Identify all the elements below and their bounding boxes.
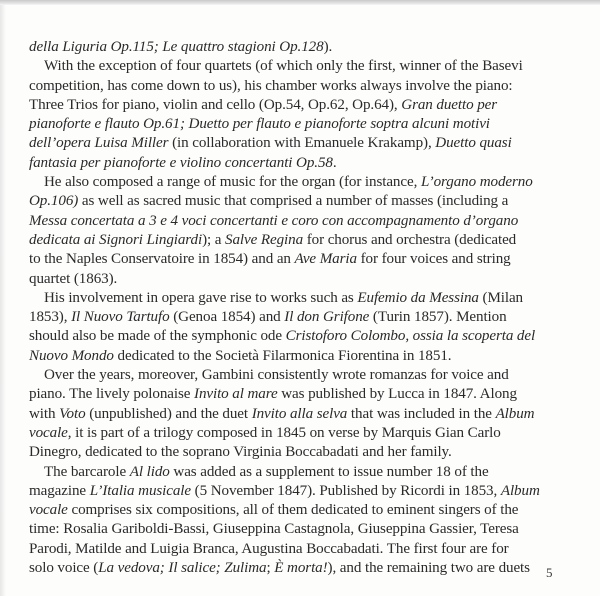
paragraph-romanzas <box>29 366 561 462</box>
text-run: comprises six compositions, all of them dedicated to eminent singers of the <box>67 502 519 519</box>
italic-title: Invito al mare <box>194 386 278 403</box>
text-line <box>29 405 561 424</box>
text-run: time: Rosalia Gariboldi-Bassi, Giuseppina Castagnola, Giuseppina Gassier, Teresa <box>29 521 519 538</box>
text-run: quartet (1863). <box>29 270 118 287</box>
paragraph-opera <box>29 289 561 366</box>
text-run: magazine <box>29 482 90 499</box>
text-run: The barcarole <box>44 463 130 480</box>
text-line <box>29 482 561 501</box>
text-run: with <box>29 405 60 422</box>
italic-title: Ave Maria <box>294 251 357 268</box>
page-number: 5 <box>546 565 553 580</box>
text-run: , it is part of a trilogy composed in 1845 on verse by Marquis Gian Carlo <box>67 424 501 441</box>
text-line <box>29 327 561 346</box>
text-run: ). <box>323 39 333 55</box>
text-run: was added as a supplement to issue number 18 of the <box>169 463 489 480</box>
text-line <box>29 540 561 559</box>
italic-title: Il Nuovo Tartufo <box>71 309 170 326</box>
italic-title: La vedova; Il salice; Zulima <box>98 560 267 577</box>
italic-title: Al lido <box>129 463 170 480</box>
text-line <box>29 347 561 366</box>
italic-title: dell’opera Luisa Miller <box>29 135 169 152</box>
text-line <box>29 424 561 443</box>
text-line <box>29 385 561 404</box>
body-text <box>29 38 561 578</box>
scan-top-edge <box>0 0 600 5</box>
italic-title: L’Italia musicale <box>89 482 191 499</box>
italic-title: Album <box>500 482 540 499</box>
text-line <box>29 443 561 462</box>
text-line <box>29 308 561 327</box>
text-run: He also composed a range of music for the organ (for instance, <box>44 174 421 191</box>
italic-title: Eufemio da Messina <box>357 289 479 306</box>
text-line <box>29 77 561 96</box>
text-run: should also be made of the symphonic ode <box>29 328 286 345</box>
italic-title: Op.106) <box>29 193 79 210</box>
text-run: for chorus and orchestra (dedicated <box>303 231 517 248</box>
text-line <box>29 559 561 578</box>
text-line <box>29 270 561 289</box>
text-run: that was included in the <box>347 405 496 422</box>
italic-title: Il don Grifone <box>284 309 370 326</box>
italic-title: pianoforte e flauto Op.61; Duetto per flauto e pianoforte soptra alcuni motivi <box>29 116 490 133</box>
italic-title: Cristoforo Colombo, ossia la scoperta del <box>285 328 536 345</box>
text-line <box>29 463 561 482</box>
text-line <box>29 38 561 57</box>
text-line <box>29 501 561 520</box>
italic-title: Voto <box>59 405 86 422</box>
italic-title: fantasia per pianoforte e violino concertanti Op.58 <box>29 154 333 171</box>
text-run: Parodi, Matilde and Luigia Branca, Augustina Boccabadati. The first four are for <box>29 540 509 557</box>
paragraph-album-vocale <box>29 463 561 579</box>
text-run: (unpublished) and the duet <box>85 405 252 422</box>
text-line <box>29 231 561 250</box>
text-run: piano. The lively polonaise <box>29 386 195 403</box>
paragraph-chamber-works <box>29 57 561 173</box>
text-run: ; <box>266 560 275 577</box>
text-run: With the exception of four quartets (of which only the first, winner of the Basevi <box>44 58 523 75</box>
italic-title: Salve Regina <box>225 231 304 248</box>
text-run: (Milan <box>478 289 523 306</box>
text-line <box>29 57 561 76</box>
text-run: 1853), <box>29 309 72 326</box>
text-run: to the Naples Conservatoire in 1854) and an <box>29 251 295 268</box>
text-line <box>29 134 561 153</box>
italic-title: Album <box>495 405 535 422</box>
text-line <box>29 173 561 192</box>
text-line <box>29 289 561 308</box>
text-run: (Genoa 1854) and <box>169 309 285 326</box>
italic-title: Nuovo Mondo <box>29 347 114 364</box>
text-line <box>29 366 561 385</box>
text-line <box>29 520 561 539</box>
italic-title: Invito alla selva <box>251 405 348 422</box>
text-line <box>29 250 561 269</box>
text-run: was published by Lucca in 1847. Along <box>277 386 517 403</box>
text-run: His involvement in opera gave rise to works such as <box>44 289 358 306</box>
text-run: Three Trios for piano, violin and cello (Op.54, Op.62, Op.64), <box>29 96 402 113</box>
text-run: as well as sacred music that comprised a number of masses (including a <box>78 193 509 210</box>
scan-left-edge <box>0 5 6 596</box>
italic-title: Duetto quasi <box>435 135 512 152</box>
text-run: Dinegro, dedicated to the soprano Virginia Boccabadati and her family. <box>29 444 452 461</box>
text-line <box>29 154 561 173</box>
text-run: dedicated to the Società Filarmonica Fiorentina in 1851. <box>113 347 452 364</box>
italic-title: vocale <box>29 424 68 441</box>
italic-title: Messa concertata a 3 e 4 voci concertanti e coro con accompagnamento d’organo <box>29 212 519 229</box>
text-run: solo voice ( <box>29 560 99 577</box>
text-run: ), and the remaining two are duets <box>327 560 530 577</box>
text-line <box>29 96 561 115</box>
italic-title: Gran duetto per <box>401 96 498 113</box>
text-line <box>29 115 561 134</box>
text-line <box>29 212 561 231</box>
text-run: (in collaboration with Emanuele Krakamp), <box>168 135 436 152</box>
paragraph-organ-sacred-music <box>29 173 561 289</box>
text-run: ); a <box>202 231 226 248</box>
text-run: for four voices and string <box>356 251 511 268</box>
text-run: Over the years, moreover, Gambini consistently wrote romanzas for voice and <box>44 367 509 384</box>
italic-title: È morta! <box>274 560 328 577</box>
italic-title: vocale <box>29 502 68 519</box>
text-run: (5 November 1847). Published by Ricordi in 1853, <box>191 482 501 499</box>
italic-title: della Liguria Op.115; Le quattro stagioni Op.128 <box>29 39 324 55</box>
paragraph-continuation <box>29 38 561 57</box>
text-run: . <box>332 154 337 171</box>
text-run: (Turin 1857). Mention <box>369 309 507 326</box>
text-run: competition, has come down to us), his chamber works always involve the piano: <box>29 77 513 94</box>
italic-title: dedicata ai Signori Lingiardi <box>29 231 203 248</box>
text-line <box>29 192 561 211</box>
italic-title: L’organo moderno <box>420 174 533 191</box>
